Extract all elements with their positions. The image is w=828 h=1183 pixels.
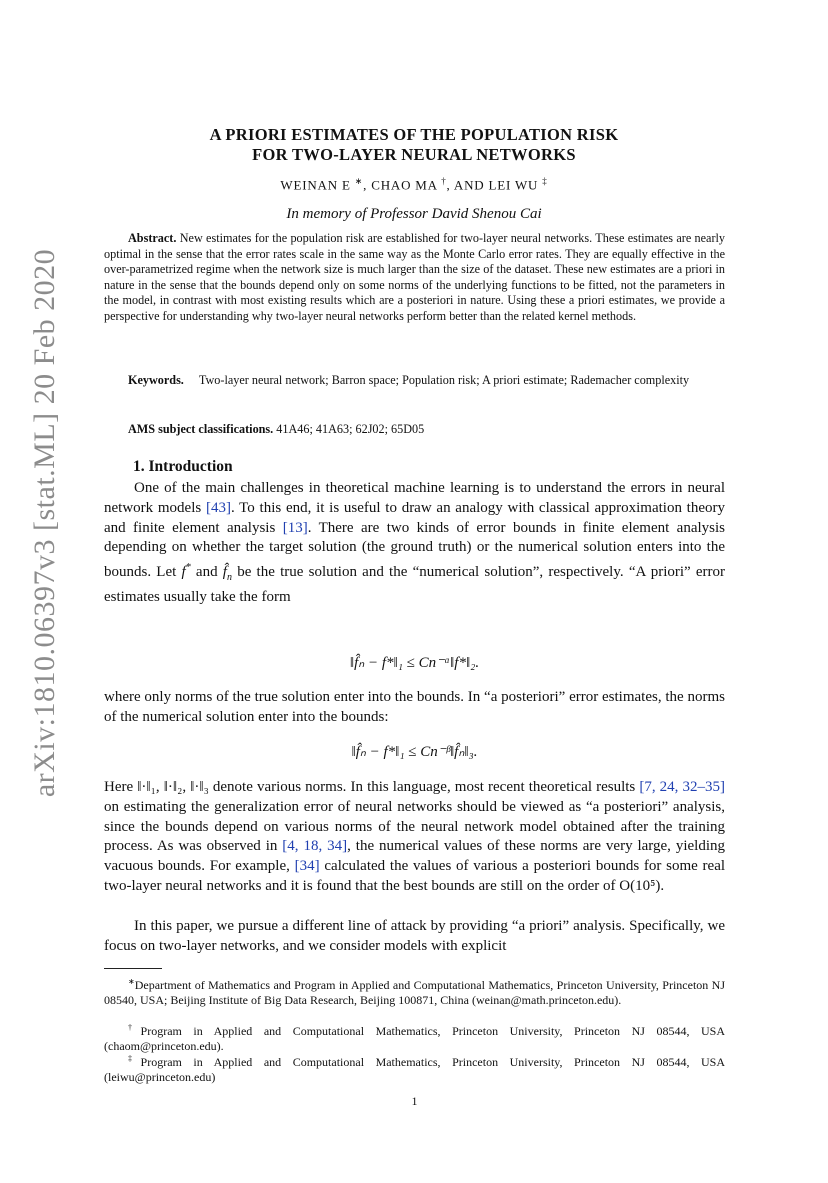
citation-link[interactable]: [43] (205, 499, 231, 516)
ams-label: AMS subject classifications. (128, 422, 274, 436)
ams-classification (104, 422, 725, 438)
equation-a-posteriori: ‖f̂ₙ − f*‖₁ ≤ Cn⁻ᵝ‖f̂ₙ‖₃. (351, 744, 478, 760)
footnote-mark: † (128, 1023, 141, 1032)
author-separator: , (363, 177, 368, 193)
footnote-2 (104, 1020, 725, 1054)
equation-a-priori: ‖f̂ₙ − f*‖₁ ≤ Cn⁻ᵅ‖f*‖₂. (349, 655, 480, 671)
math-f-star: f* (181, 562, 191, 581)
intro-paragraph-1 (104, 479, 725, 608)
paper-title-line1: A PRIORI ESTIMATES OF THE POPULATION RISK (209, 125, 619, 144)
arxiv-identifier: arXiv:1810.06397v3 [stat.ML] 20 Feb 2020 (28, 248, 61, 798)
footnote-1 (104, 974, 725, 1008)
footnote-text: Program in Applied and Computational Mathematics, Princeton University, Princeton NJ 08544, USA (chaom@princeton.edu). (104, 1024, 725, 1054)
author-3-mark: ‡ (542, 176, 548, 186)
keywords (104, 373, 725, 389)
math-f-hat-n: $f̂_n$ (222, 564, 232, 584)
text-run: be the true solution and the “numerical solution”, respectively. “A priori” error estimates usually take the form (104, 564, 726, 605)
author-1-mark: ∗ (354, 176, 364, 186)
text-run: , the numerical values of these norms are very large, yielding vacuous bounds. For example, (104, 838, 726, 875)
author-1: WEINAN E (280, 177, 351, 193)
author-3: LEI WU (488, 177, 539, 193)
ams-text: 41A46; 41A63; 62J02; 65D05 (276, 422, 425, 436)
footnote-divider (104, 968, 162, 969)
citation-link[interactable]: [4, 18, 34] (282, 838, 348, 855)
author-separator: , AND (446, 177, 485, 193)
footnote-text: Department of Mathematics and Program in Applied and Computational Mathematics, Princeton University, Princeton NJ 08540, USA; Beijing Institute of Big Data Research, Beijing 100871, China (weinan@math.princeton.edu). (104, 978, 725, 1008)
dedication: In memory of Professor David Shenou Cai (286, 206, 542, 222)
paper-title-line2: FOR TWO-LAYER NEURAL NETWORKS (252, 145, 576, 164)
author-2: CHAO MA (371, 177, 438, 193)
abstract-label: Abstract. (128, 231, 177, 245)
arxiv-sidebar (0, 0, 70, 1183)
page-number: 1 (411, 1094, 418, 1108)
keywords-label: Keywords. (128, 373, 184, 387)
footnote-mark: ‡ (128, 1054, 141, 1063)
text-run: Here ‖·‖₁, ‖·‖₂, ‖·‖₃ denote various norms. In this language, most recent theoretical results (104, 779, 636, 795)
citation-link[interactable]: [7, 24, 32–35] (639, 779, 725, 795)
citation-link[interactable]: [34] (294, 858, 320, 875)
section-heading: 1. Introduction (133, 458, 233, 475)
footnote-text: Program in Applied and Computational Mathematics, Princeton University, Princeton NJ 08544, USA (leiwu@princeton.edu) (104, 1055, 725, 1085)
text-run: One of the main challenges in theoretical machine learning is to understand the errors in neural network models (104, 480, 725, 516)
text-run: on estimating the generalization error of neural networks should be viewed as “a posteriori” analysis, since the bounds depend on various norms of the neural network model obtained after the training process. As was observed in (104, 798, 725, 855)
text-run: . There are two kinds of error bounds in finite element analysis depending on whether the target solution (the ground truth) or the numerical solution enters into the bounds. Let (104, 519, 726, 581)
intro-paragraph-3: In this paper, we pursue a different line of attack by providing “a priori” analysis. Specifically, we focus on two-layer networks, and we consider models with explicit (104, 918, 725, 954)
author-2-mark: † (441, 176, 447, 186)
footnote-3 (104, 1051, 725, 1085)
abstract (104, 231, 725, 324)
abstract-text: New estimates for the population risk are established for two-layer neural networks. These estimates are nearly optimal in the sense that the error rates scale in the same way as the Monte Carlo error rates. They are equally effective in the over-parametrized regime when the network size is much larger than the size of the dataset. These new estimates are a priori in nature in the sense that the bounds depend only on some norms of the underlying functions to be fitted, not the parameters in the model, in contrast with most existing results which are a posteriori in nature. Using these a priori estimates, we provide a perspective for understanding why two-layer neural networks perform better than the related kernel methods. (104, 231, 726, 323)
author-list (104, 176, 724, 193)
intro-mid-text: where only norms of the true solution enter into the bounds. In “a posteriori” error estimates, the norms of the numerical solution enter into the bounds: (104, 689, 725, 725)
intro-paragraph-2 (104, 778, 725, 897)
citation-link[interactable]: [13] (282, 519, 308, 536)
text-run: . To this end, it is useful to draw an analogy with classical approximation theory and finite element analysis (104, 499, 726, 536)
text-run: and (195, 564, 218, 581)
footnote-mark: ∗ (128, 977, 135, 986)
keywords-text: Two-layer neural network; Barron space; Population risk; A priori estimate; Rademacher complexity (198, 373, 690, 387)
text-run: calculated the values of various a posteriori bounds for some real two-layer neural networks and it is found that the best bounds are still on the order of O(10⁵). (104, 858, 726, 894)
